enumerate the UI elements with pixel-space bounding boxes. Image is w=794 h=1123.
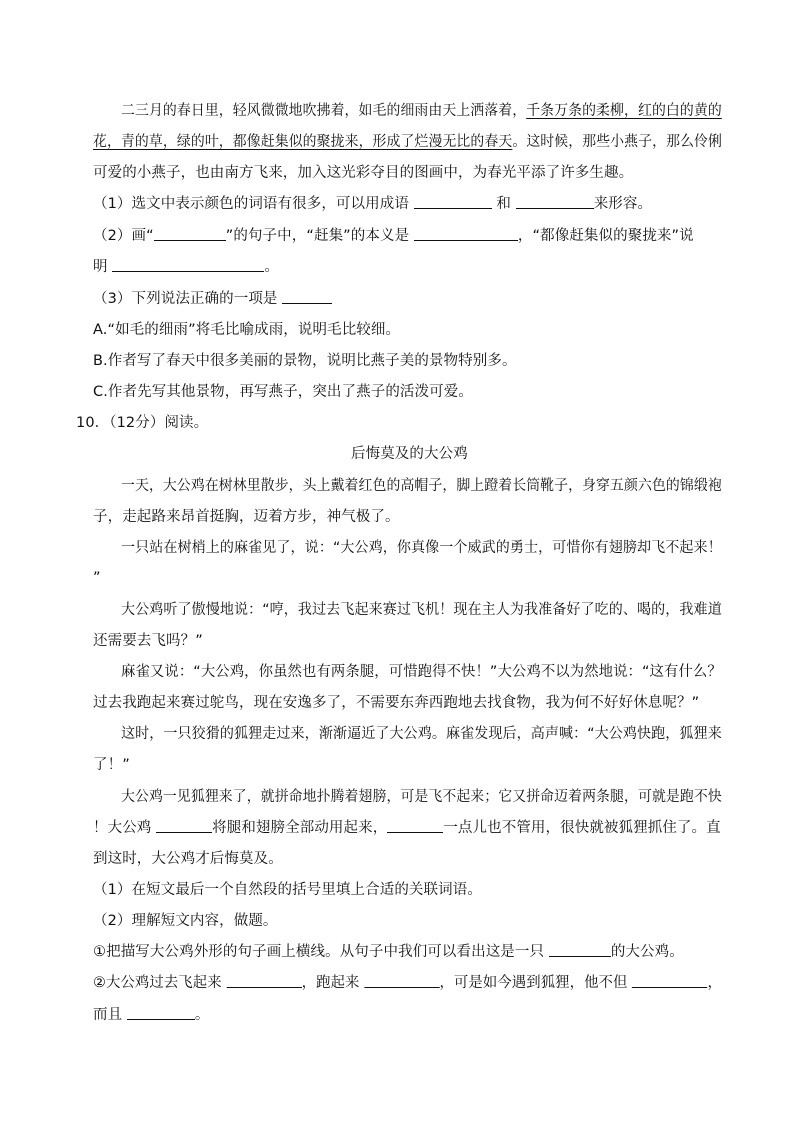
q10-item1 — [93, 942, 684, 962]
q10-item2-text: ，可是如今遇到狐狸，他不但 — [439, 975, 628, 991]
q10-item2-text: 。 — [194, 1007, 210, 1023]
answer-blank[interactable] — [156, 818, 212, 833]
q10-item2-text: 而且 — [93, 1007, 123, 1023]
q10-item2-text: ②大公鸡过去飞起来 — [93, 975, 222, 991]
story-line: ” — [93, 570, 101, 586]
story-text: 一点儿也不管用，很快就被狐狸抓住了。直 — [443, 820, 721, 836]
q10-item1-text: ①把描写大公鸡外形的句子画上横线。从句子中我们可以看出这是一只 — [93, 944, 545, 960]
story-line: 一天，大公鸡在树林里散步，头上戴着红色的高帽子，脚上蹬着长筒靴子，身穿五颜六色的锦缎袍 — [121, 478, 722, 494]
q9-sub2-text: ，“都像赶集似的聚拢来”说 — [517, 228, 694, 244]
story-text: ！大公鸡 — [93, 820, 152, 836]
q9-sub1-text: 和 — [496, 196, 511, 212]
answer-blank[interactable] — [387, 818, 443, 833]
story-line: 还需要去飞吗？” — [93, 633, 203, 649]
q9-sub3-text: （3）下列说法正确的一项是 — [93, 291, 278, 307]
q9-sub2-text: （2）画“ — [93, 228, 154, 244]
q9-option-a: A.“如毛的细雨”将毛比喻成雨，说明毛比较细。 — [93, 322, 401, 338]
story-line: 大公鸡一见狐狸来了，就拼命地扑腾着翅膀，可是飞不起来；它又拼命迈着两条腿，可就是跑不快 — [121, 789, 722, 805]
story-text: 将腿和翅膀全部动用起来， — [212, 820, 388, 836]
q9-option-c: C.作者先写其他景物，再写燕子，突出了燕子的活泼可爱。 — [93, 384, 473, 400]
underlined-sentence: 千条万条的柔柳，红的白的黄的 — [526, 103, 722, 119]
story-line: 一只站在树梢上的麻雀见了，说：“大公鸡，你真像一个威武的勇士，可惜你有翅膀却飞不起来！ — [121, 540, 722, 556]
q9-sub2 — [93, 226, 694, 246]
answer-blank[interactable] — [127, 1005, 195, 1020]
q9-sub2-cont — [93, 257, 279, 277]
answer-blank[interactable] — [112, 257, 264, 272]
q9-sub3 — [93, 289, 332, 309]
passage-line-2 — [93, 132, 722, 152]
q10-item1-text: 的大公鸡。 — [610, 944, 684, 960]
story-line: 了！” — [93, 757, 130, 773]
answer-blank[interactable] — [632, 973, 707, 988]
q10-item2 — [93, 973, 722, 993]
q10-item2-text: ，跑起来 — [301, 975, 360, 991]
passage-line-3: 可爱的小燕子，也由南方飞来，加入这光彩夺目的图画中，为春光平添了许多生趣。 — [93, 165, 634, 181]
answer-blank[interactable] — [364, 973, 439, 988]
answer-blank[interactable] — [226, 973, 301, 988]
q10-item2-text: ， — [707, 975, 722, 991]
q9-sub1-text: 来形容。 — [593, 196, 653, 212]
story-line: 子，走起路来昂首挺胸，迈着方步，神气极了。 — [93, 509, 400, 525]
q10-item2-cont — [93, 1005, 210, 1025]
q9-sub1 — [93, 194, 652, 214]
q10-header: 10．（12分）阅读。 — [76, 415, 209, 431]
answer-blank[interactable] — [549, 942, 611, 957]
q10-sub2: （2）理解短文内容，做题。 — [93, 913, 278, 929]
story-line: 这时，一只狡猾的狐狸走过来，渐渐逼近了大公鸡。麻雀发现后，高声喊：“大公鸡快跑，狐狸来 — [121, 726, 722, 742]
answer-blank[interactable] — [282, 289, 332, 304]
q9-option-b: B.作者写了春天中很多美丽的景物，说明比燕子美的景物特别多。 — [93, 353, 517, 369]
story-line: 麻雀又说：“大公鸡，你虽然也有两条腿，可惜跑得不快！”大公鸡不以为然地说：“这有什么？ — [121, 664, 722, 680]
underlined-sentence: 花，青的草，绿的叶，都像赶集似的聚拢来，形成了烂漫无比的春天 — [93, 134, 513, 150]
answer-blank[interactable] — [516, 194, 594, 209]
answer-blank[interactable] — [154, 226, 226, 241]
q9-sub2-text: ”的句子中，“赶集”的本义是 — [225, 228, 410, 244]
passage-text: 。这时候，那些小燕子，那么伶俐 — [512, 134, 723, 150]
passage-line-1 — [121, 101, 722, 121]
story-line: 大公鸡听了傲慢地说：“哼，我过去飞起来赛过飞机！现在主人为我准备好了吃的、喝的，我难道 — [121, 602, 722, 618]
story-line-with-blanks — [93, 818, 721, 838]
q9-sub2-text: 明 — [93, 259, 108, 275]
q9-sub1-text: （1）选文中表示颜色的词语有很多，可以用成语 — [93, 196, 409, 212]
q9-sub2-text: 。 — [264, 259, 279, 275]
story-title: 后悔莫及的大公鸡 — [351, 446, 468, 462]
passage-text: 二三月的春日里，轻风微微地吹拂着，如毛的细雨由天上洒落着， — [121, 103, 527, 119]
story-line: 到这时，大公鸡才后悔莫及。 — [93, 851, 283, 867]
answer-blank[interactable] — [414, 226, 518, 241]
answer-blank[interactable] — [414, 194, 492, 209]
story-line: 过去我跑起来赛过鸵鸟，现在安逸多了，不需要东奔西跑地去找食物，我为何不好好休息呢？” — [93, 695, 700, 711]
q10-sub1: （1）在短文最后一个自然段的括号里填上合适的关联词语。 — [93, 882, 482, 898]
